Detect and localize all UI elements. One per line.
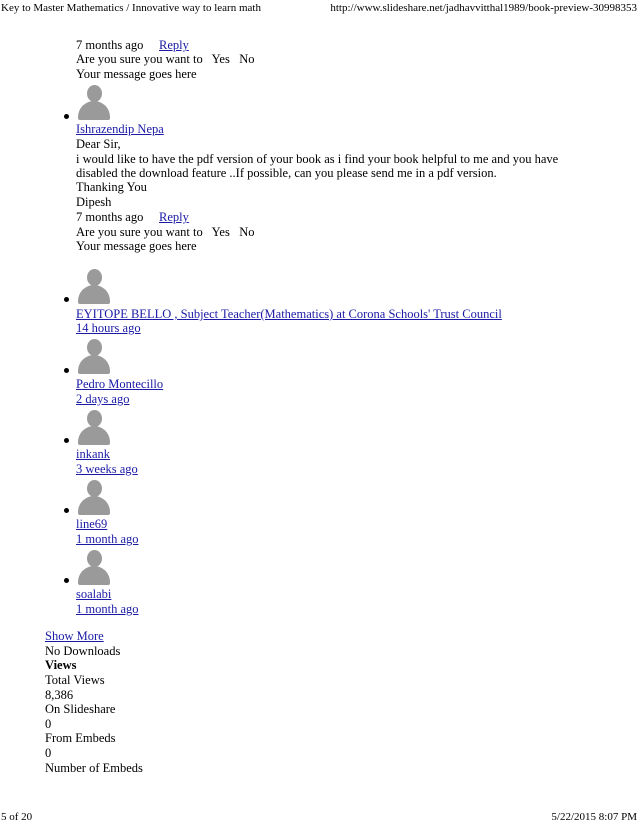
user-avatar-icon[interactable] [75,338,113,374]
total-views-label: Total Views [45,673,105,687]
comment-author-link[interactable]: Ishrazendip Nepa [76,122,164,136]
user-avatar-icon[interactable] [75,268,113,304]
print-header [1,1,637,15]
liker-time-link[interactable]: 1 month ago [76,602,139,616]
print-datetime: 5/22/2015 8:07 PM [551,811,637,823]
liker-time-link[interactable]: 1 month ago [76,532,139,546]
user-avatar-icon[interactable] [75,409,113,445]
page-number: 5 of 20 [1,811,33,823]
reply-link[interactable]: Reply [158,38,189,52]
total-views-value: 8,386 [45,688,74,702]
list-bullet [64,114,69,119]
comment-text: Dipesh [76,195,112,209]
liker-name-link[interactable]: inkank [76,447,111,461]
on-slideshare-label: On Slideshare [45,702,116,716]
list-bullet [64,368,69,373]
downloads-text: No Downloads [45,644,121,658]
delete-confirm [76,225,255,240]
user-avatar-icon[interactable] [75,479,113,515]
liker-name-link[interactable]: Pedro Montecillo [76,377,164,391]
liker-name-link[interactable]: line69 [76,517,108,531]
comment-text: Thanking You [76,180,147,194]
list-bullet [64,508,69,513]
no-button[interactable]: No [239,52,255,66]
show-more-link[interactable]: Show More [45,629,104,643]
confirm-text: Are you sure you want to [76,52,203,66]
on-slideshare-value: 0 [45,717,52,731]
comment-meta [76,38,189,53]
from-embeds-label: From Embeds [45,731,116,745]
page-title: Key to Master Mathematics / Innovative way to learn math [1,2,261,14]
list-bullet [64,578,69,583]
delete-confirm [76,52,255,67]
yes-button[interactable]: Yes [211,52,230,66]
print-footer [1,810,637,824]
views-heading: Views [45,658,77,672]
confirm-text: Are you sure you want to [76,225,203,239]
no-button[interactable]: No [239,225,255,239]
comment-text: i would like to have the pdf version of your book as i find your book helpful to me and you have [76,152,559,166]
number-of-embeds-label: Number of Embeds [45,761,143,775]
user-avatar-icon[interactable] [75,84,113,120]
comment-meta [76,210,189,225]
from-embeds-value: 0 [45,746,52,760]
list-bullet [64,438,69,443]
liker-name-link[interactable]: soalabi [76,587,112,601]
liker-time-link[interactable]: 3 weeks ago [76,462,138,476]
liker-time-link[interactable]: 2 days ago [76,392,130,406]
comment-text: disabled the download feature ..If possible, can you please send me in a pdf version. [76,166,497,180]
user-avatar-icon[interactable] [75,549,113,585]
liker-name-link[interactable]: EYITOPE BELLO , Subject Teacher(Mathematics) at Corona Schools' Trust Council [76,307,502,321]
page-url: http://www.slideshare.net/jadhavvitthal1989/book-preview-30998353 [330,2,637,14]
comment-time: 7 months ago [76,38,144,52]
comment-text: Dear Sir, [76,137,121,151]
reply-link[interactable]: Reply [158,210,189,224]
liker-time-link[interactable]: 14 hours ago [76,321,141,335]
list-bullet [64,297,69,302]
yes-button[interactable]: Yes [211,225,230,239]
message-placeholder: Your message goes here [76,67,197,81]
message-placeholder: Your message goes here [76,239,197,253]
comment-time: 7 months ago [76,210,144,224]
